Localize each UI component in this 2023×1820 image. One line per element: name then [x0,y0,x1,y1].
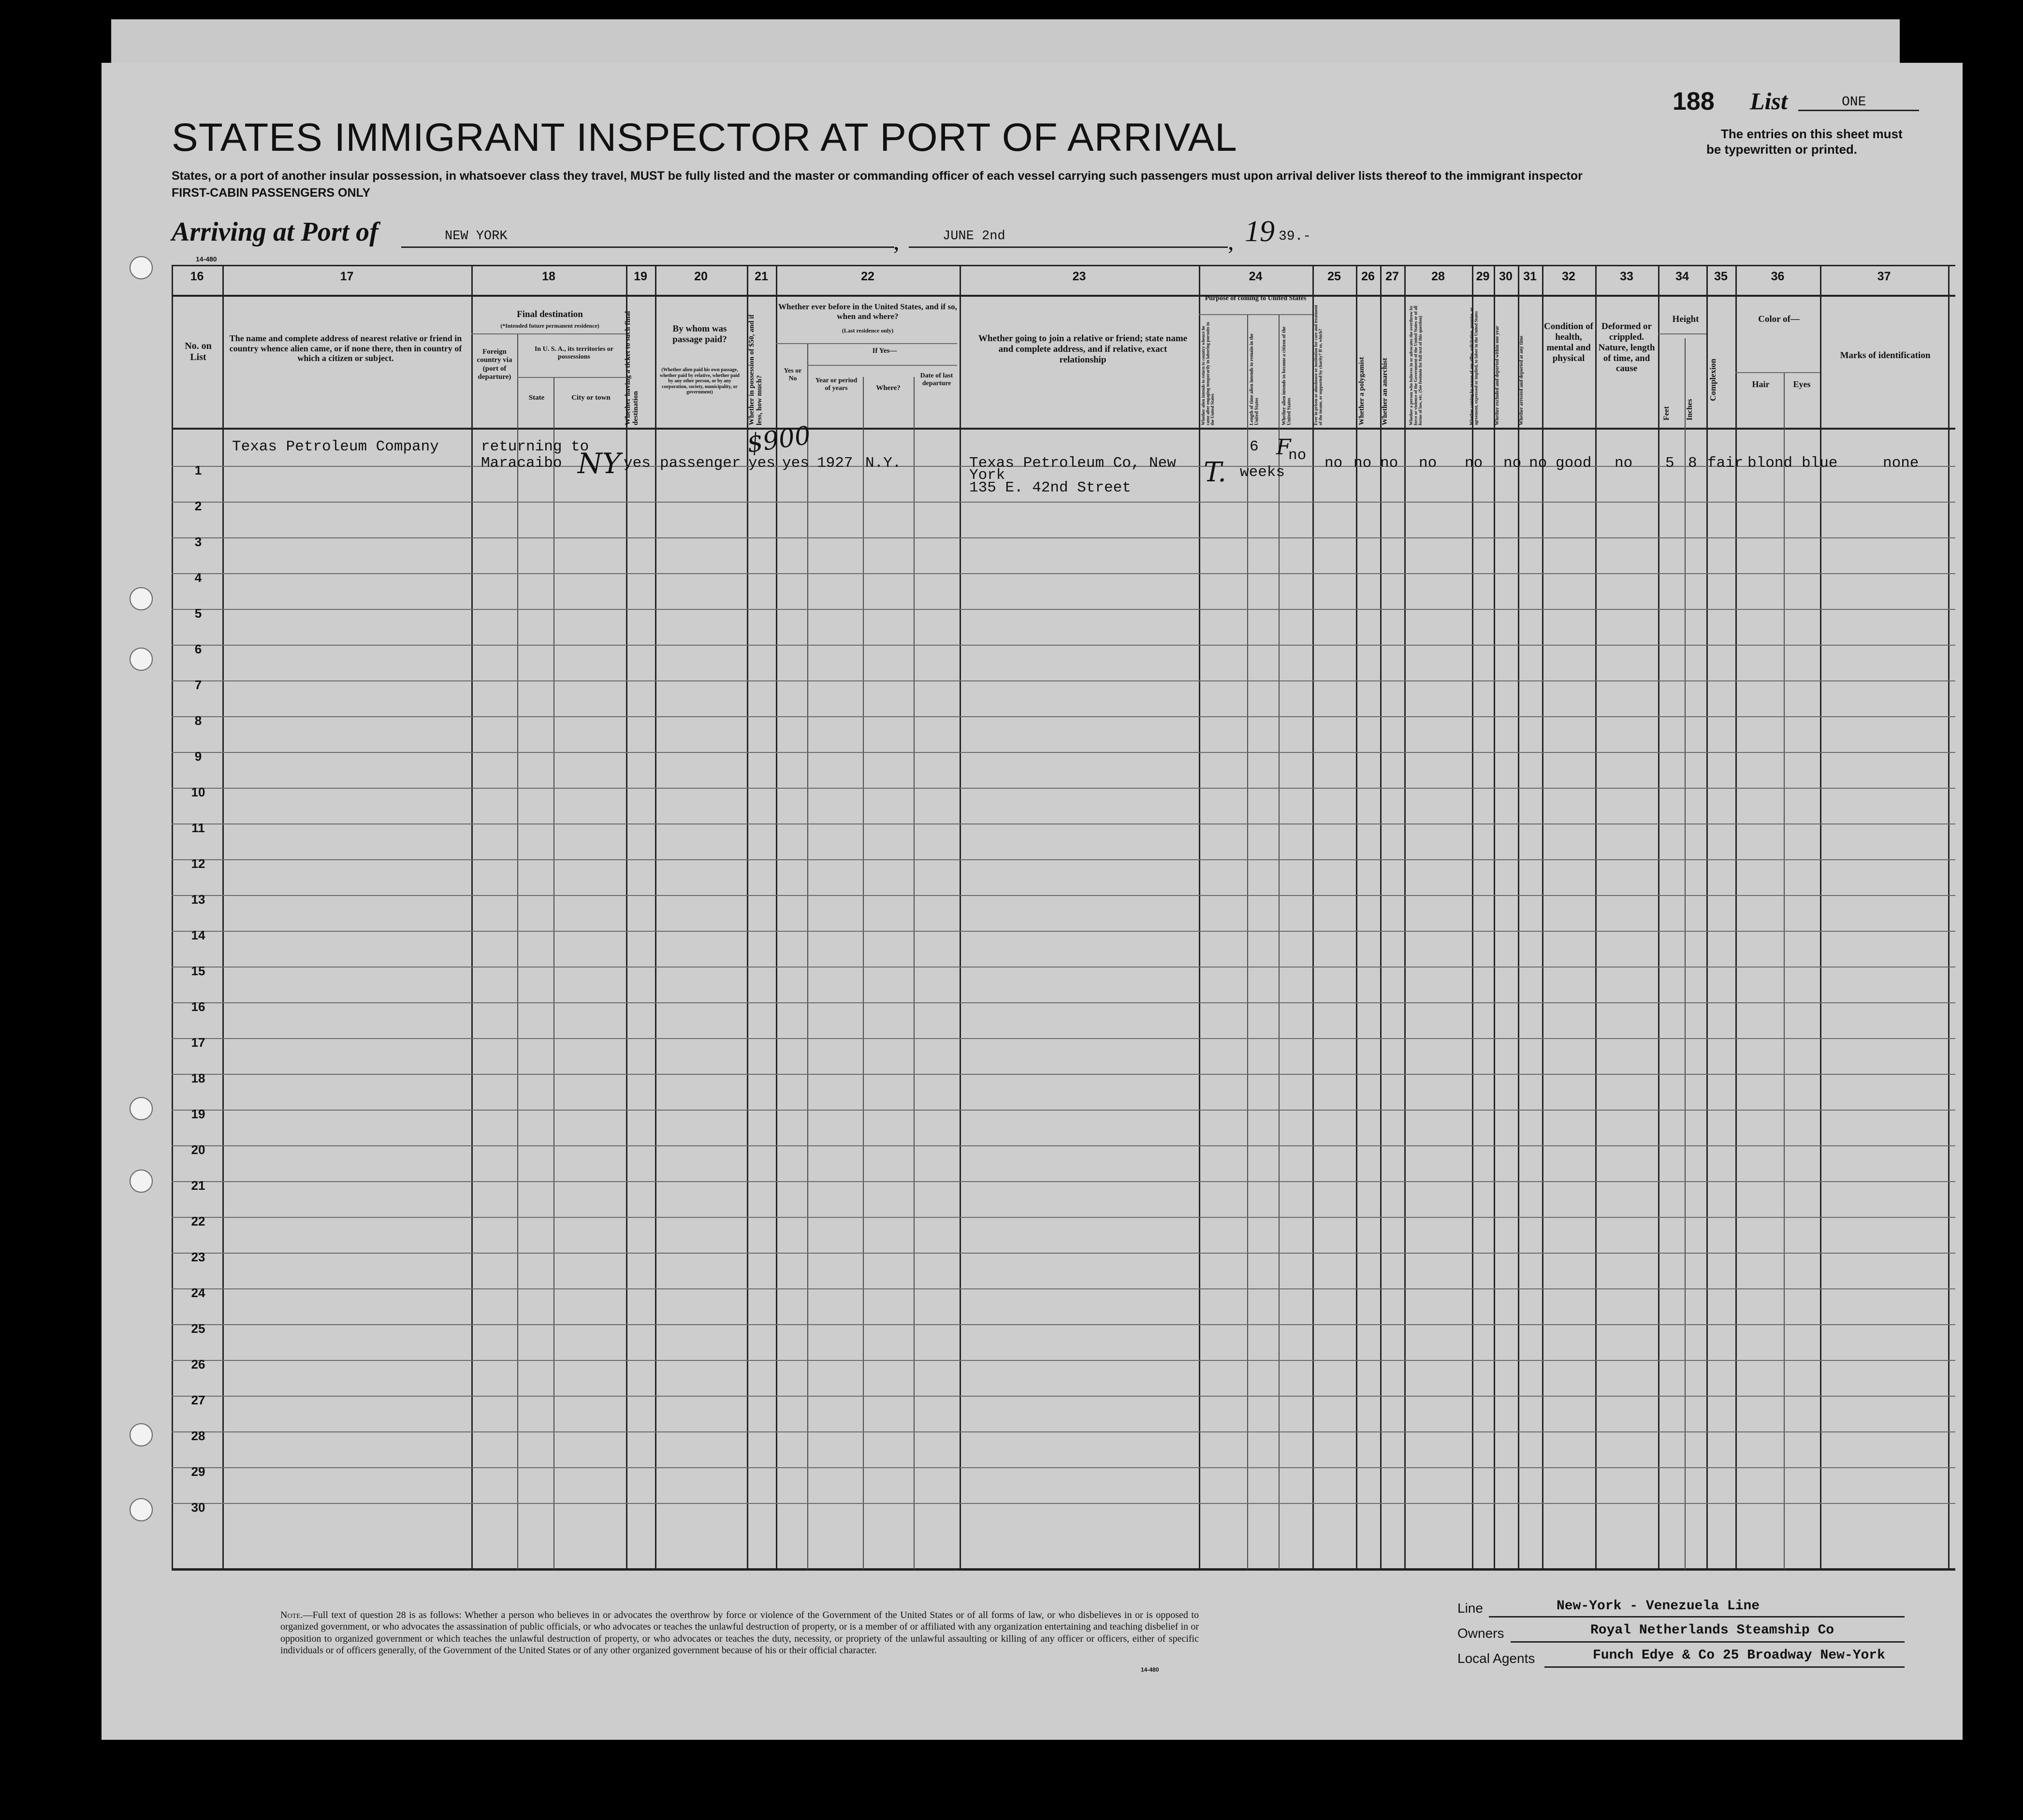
header-bottom-line [172,428,1955,430]
row-rule [172,1217,1955,1218]
row-number: 24 [191,1286,205,1300]
header-22-note: (Last residence only) [842,327,894,334]
entry-citizen: no [1288,447,1307,464]
punch-hole [130,256,153,279]
page-number: 188 [1673,87,1715,116]
row-number: 19 [191,1107,205,1121]
header-30: Whether excluded and deported within one year [1495,326,1500,425]
footnote [280,1609,1199,1657]
date-field [909,229,1228,248]
notice-text: States, or a port of another insular possession, in whatsoever class they travel, MUST be fully listed and the master or commanding officer of each vessel carrying such passengers must upon arrival deliver lists thereof to the immigrant inspector [172,169,1583,183]
row-rule [172,1503,1955,1504]
grid-bottom-line [172,1568,1955,1571]
agents-value: Funch Edye & Co 25 Broadway New-York [1593,1648,1885,1663]
entry-passage: passenger [660,455,741,472]
header-24-b: Length of time alien intends to remain in the United States [1249,333,1260,425]
entry-feet: 5 [1665,455,1674,472]
row-rule [172,680,1955,681]
header-37: Marks of identification [1840,350,1931,361]
row-number: 4 [194,570,202,585]
row-rule [172,967,1955,968]
entry-prison: no [1324,455,1343,472]
entry-inches: 8 [1688,455,1697,472]
header-17: The name and complete address of nearest relative or friend in country whence alien came, or if none there, then in country of which a citizen or subject. [229,333,462,363]
row-number: 7 [194,678,202,692]
row-number: 9 [194,749,202,764]
entry-stay-unit: weeks [1240,464,1285,481]
row-rule [172,1431,1955,1432]
year-suffix: 39.- [1279,229,1311,244]
instruction-line-2: be typewritten or printed. [1706,142,1858,157]
agents-label: Local Agents [1457,1651,1535,1666]
column-number: 18 [542,270,555,283]
header-23: Whether going to join a relative or friend; state name and complete address, and if relative, exact relationship [978,333,1188,365]
row-rule [172,1360,1955,1361]
column-number: 25 [1327,270,1341,283]
row-number: 20 [191,1142,205,1157]
entry-where: N.Y. [865,455,902,472]
header-rule [1735,372,1820,373]
owners-label: Owners [1457,1626,1504,1641]
row-rule [172,1145,1955,1146]
row-rule [172,537,1955,538]
row-rule [172,823,1955,824]
header-22-where: Where? [876,384,901,392]
row-rule [172,1110,1955,1111]
header-26: Whether a polygamist [1358,357,1366,425]
header-rule [517,377,628,378]
header-36-eyes: Eyes [1793,379,1811,389]
header-18-note: (*Intended future permanent residence) [500,322,599,329]
header-rule [1199,314,1312,315]
header-34-inches: Inches [1686,399,1694,420]
column-rule [655,265,656,1570]
row-number: 16 [191,999,205,1014]
row-rule [172,645,1955,646]
row-number: 22 [191,1214,205,1228]
row-rule [172,1396,1955,1397]
entry-money: yes [748,455,775,472]
header-18-state: State [528,394,545,402]
row-number: 8 [194,713,202,728]
entry-joining-1: Texas Petroleum Co, New [969,455,1176,472]
punch-hole [130,1097,153,1120]
entry-year: 1927 [817,455,853,472]
row-number: 6 [194,642,202,656]
entry-anarchist: no [1380,455,1398,472]
header-34-title: Height [1672,314,1699,324]
subcolumn-rule [553,377,554,1570]
header-34-feet: Feet [1662,406,1671,420]
column-rule [1312,265,1314,1570]
header-20-note: (Whether alien paid his own passage, whether paid by relative, whether paid by any other person, or by any corporation, society, municipality, or government) [659,367,740,395]
column-number: 23 [1072,270,1086,283]
entry-joining-3: 135 E. 42nd Street [969,479,1131,496]
column-number: 29 [1476,270,1490,283]
row-rule [172,1324,1955,1325]
punch-hole [130,1170,153,1193]
row-number: 10 [191,785,205,799]
column-rule [1658,265,1659,1570]
column-number: 36 [1771,270,1785,283]
punch-hole [130,1498,153,1521]
row-rule [172,1002,1955,1003]
entry-q30: no [1503,455,1522,472]
punch-hole [130,1423,153,1446]
row-number: 14 [191,928,205,942]
row-rule [172,502,1955,503]
header-22-title: Whether ever before in the United States, and if so, when and where? [778,302,957,321]
instruction-line-1: The entries on this sheet must [1721,127,1903,141]
column-rule [172,265,173,1570]
column-number: 27 [1385,270,1399,283]
column-number: 24 [1249,270,1263,283]
header-rule [471,333,626,334]
row-rule [172,788,1955,789]
line-label: Line [1457,1601,1483,1616]
column-number: 37 [1877,270,1891,283]
header-24-a: Whether alien intends to return to country whence he came after engaging temporarily in laboring pursuits in the United States [1201,322,1215,425]
entry-destination-1: returning to [481,438,589,455]
row-number: 13 [191,892,205,907]
form-code-bottom: 14-480 [1141,1666,1159,1673]
row-rule [172,1181,1955,1182]
owners-value: Royal Netherlands Steamship Co [1590,1623,1834,1638]
entry-been-before: yes [782,455,809,472]
header-32: Condition of health, mental and physical [1544,321,1593,363]
header-rule [776,343,957,344]
row-number: 21 [191,1178,205,1193]
row-rule [172,1288,1955,1289]
row-rule [172,895,1955,896]
subcolumn-rule [863,377,864,1570]
row-rule [172,859,1955,860]
row-number: 15 [191,964,205,978]
column-number: 35 [1714,270,1728,283]
row-rule [172,573,1955,574]
column-number: 31 [1523,270,1537,283]
entry-health: good [1556,455,1592,472]
header-rule [1658,333,1706,334]
column-number: 30 [1499,270,1513,283]
column-number: 22 [861,270,874,283]
header-27: Whether an anarchist [1381,358,1389,425]
column-number: 28 [1431,270,1445,283]
header-28: Whether a person who believes in or advocates the overthrow by force or violence of the Government of the United States or of all forms of law, etc. (See footnote for full text of this question) [1409,305,1423,425]
entry-complexion: fair [1707,455,1744,472]
entry-hair: blond [1747,455,1793,472]
row-number: 11 [191,821,205,835]
header-20-title: By whom was passage paid? [672,324,727,345]
column-rule [1595,265,1597,1570]
row-number: 29 [191,1464,205,1479]
header-25: Ever in prison or almshouse or institution for care and treatment of the insane, or supported by charity? If so, which? [1313,304,1323,425]
grid-top-line [172,265,1955,266]
entry-relative: Texas Petroleum Company [232,438,439,455]
entry-marks: none [1883,455,1919,472]
header-22-date: Date of last departure [920,372,953,388]
comma: , [1228,228,1234,255]
punch-hole [130,587,153,610]
row-rule [172,1074,1955,1075]
row-number: 26 [191,1357,205,1372]
handwritten-mark: T. [1204,457,1226,488]
header-29: Whether coming by reason of any offer, solicitation, promise, or agreement, expressed or implied, to labor in the United States [1469,307,1479,425]
subcolumn-rule [1685,338,1686,1570]
page-title: STATES IMMIGRANT INSPECTOR AT PORT OF ARRIVAL [172,116,1237,159]
column-number: 32 [1562,270,1575,283]
handwritten-stay: F [1276,435,1291,460]
entry-joining-2: York [969,467,1005,484]
footnote-label: Note. [280,1610,303,1620]
row-rule [172,609,1955,610]
header-35: Complexion [1708,359,1717,401]
row-number: 5 [194,606,202,621]
row-number: 23 [191,1250,205,1264]
row-number: 18 [191,1071,205,1085]
row-rule [172,931,1955,932]
punch-hole [130,648,153,671]
column-rule [776,265,777,1570]
column-rule [1199,265,1200,1570]
year-prefix: 19 [1245,215,1275,248]
row-rule [172,1253,1955,1254]
handwritten-state: NY [578,447,621,480]
row-number: 2 [194,499,202,513]
column-number: 17 [340,270,354,283]
entry-deformed: no [1615,455,1633,472]
column-rule [1948,265,1950,1570]
entry-eyes: blue [1802,455,1838,472]
list-value: ONE [1798,95,1919,111]
header-21: Whether in possession of $50, and if less, how much? [748,314,763,425]
entry-q29: no [1465,455,1483,472]
line-value: New-York - Venezuela Line [1557,1599,1760,1614]
row-number: 28 [191,1429,205,1443]
header-18-city: City or town [571,394,611,402]
footnote-text: —Full text of question 28 is as follows: Whether a person who believes in or advocates the overthrow by force or violence of the Government of the United States or of all forms of law, or who disbelieves in or is opposed to organized government, or who advocates the assassination of public officials, or who advocates or teaches the unlawful destruction of property, or is a member of or affiliated with any organization entertaining and teaching disbelief in or opposition to organized government or which teaches the unlawful destruction of property, or who advocates or teaches the duty, necessity, or propriety of the unlawful assaulting or killing of any officer or officers, either of specific individuals or of officers generally, of the Government of the United States or of any other organized government because of his or their official character. [280,1610,1199,1656]
header-31: Whether arrested and deported at any time [1519,335,1524,425]
class-label: FIRST-CABIN PASSENGERS ONLY [172,186,371,200]
list-label: List [1750,87,1788,115]
column-number: 34 [1675,270,1689,283]
arriving-label: Arriving at Port of [172,217,378,247]
entry-q28: no [1419,455,1437,472]
header-19: Whether having a ticket to such final destination [624,311,640,425]
header-16: No. on List [185,341,212,362]
column-number: 26 [1361,270,1375,283]
entry-destination-2: Maracaibo [481,455,562,472]
row-rule [172,1467,1955,1468]
subcolumn-rule [807,343,808,1570]
subcolumn-rule [517,333,518,1570]
form-code-top: 14-480 [196,255,217,263]
row-rule [172,1038,1955,1039]
port-value: NEW YORK [445,229,508,244]
handwritten-money: $900 [745,421,813,459]
header-24-title: Purpose of coming to United States [1205,295,1307,302]
column-number: 20 [694,270,708,283]
entry-ticket: yes [624,455,651,472]
header-36-hair: Hair [1752,379,1770,389]
row-number: 3 [194,534,202,549]
row-rule [172,716,1955,717]
header-22-ifyes: If Yes— [872,347,897,355]
column-number: 16 [190,270,204,283]
subcolumn-rule [914,377,915,1570]
header-33: Deformed or crippled. Nature, length of time, and cause [1598,321,1655,374]
row-number: 17 [191,1035,205,1050]
row-number: 27 [191,1393,205,1407]
entry-polygamist: no [1354,455,1372,472]
column-number: 19 [634,270,647,283]
row-number: 12 [191,856,205,871]
entry-q31: no [1529,455,1547,472]
header-24-c: Whether alien intends to become a citizen of the United States [1281,326,1292,425]
row-number: 1 [194,463,202,477]
column-rule [222,265,224,1570]
comma: , [893,228,900,255]
entry-stay-num: 6 [1250,438,1259,455]
header-22-year: Year or period of years [815,377,858,392]
port-field [401,229,894,248]
column-rule [1494,265,1495,1570]
subcolumn-rule [1784,372,1785,1570]
row-number: 25 [191,1321,205,1336]
header-rule [807,365,957,366]
row-rule [172,752,1955,753]
agents-field [1544,1650,1905,1668]
line-field [1489,1600,1905,1618]
column-number: 21 [755,270,768,283]
column-number: 33 [1620,270,1633,283]
column-rule [471,265,473,1570]
header-18-foreign: Foreign country via (port of departure) [477,348,512,381]
colnum-line [172,295,1955,297]
header-18-usa: In U. S. A., its territories or possessions [534,346,614,361]
header-22-yesno: Yes or No [784,367,802,383]
header-18-title: Final destination [517,309,583,319]
header-36-title: Color of— [1758,314,1800,324]
column-rule [960,265,961,1570]
date-value: JUNE 2nd [943,229,1005,244]
column-rule [1404,265,1406,1570]
owners-field [1511,1625,1905,1643]
row-number: 30 [191,1500,205,1515]
